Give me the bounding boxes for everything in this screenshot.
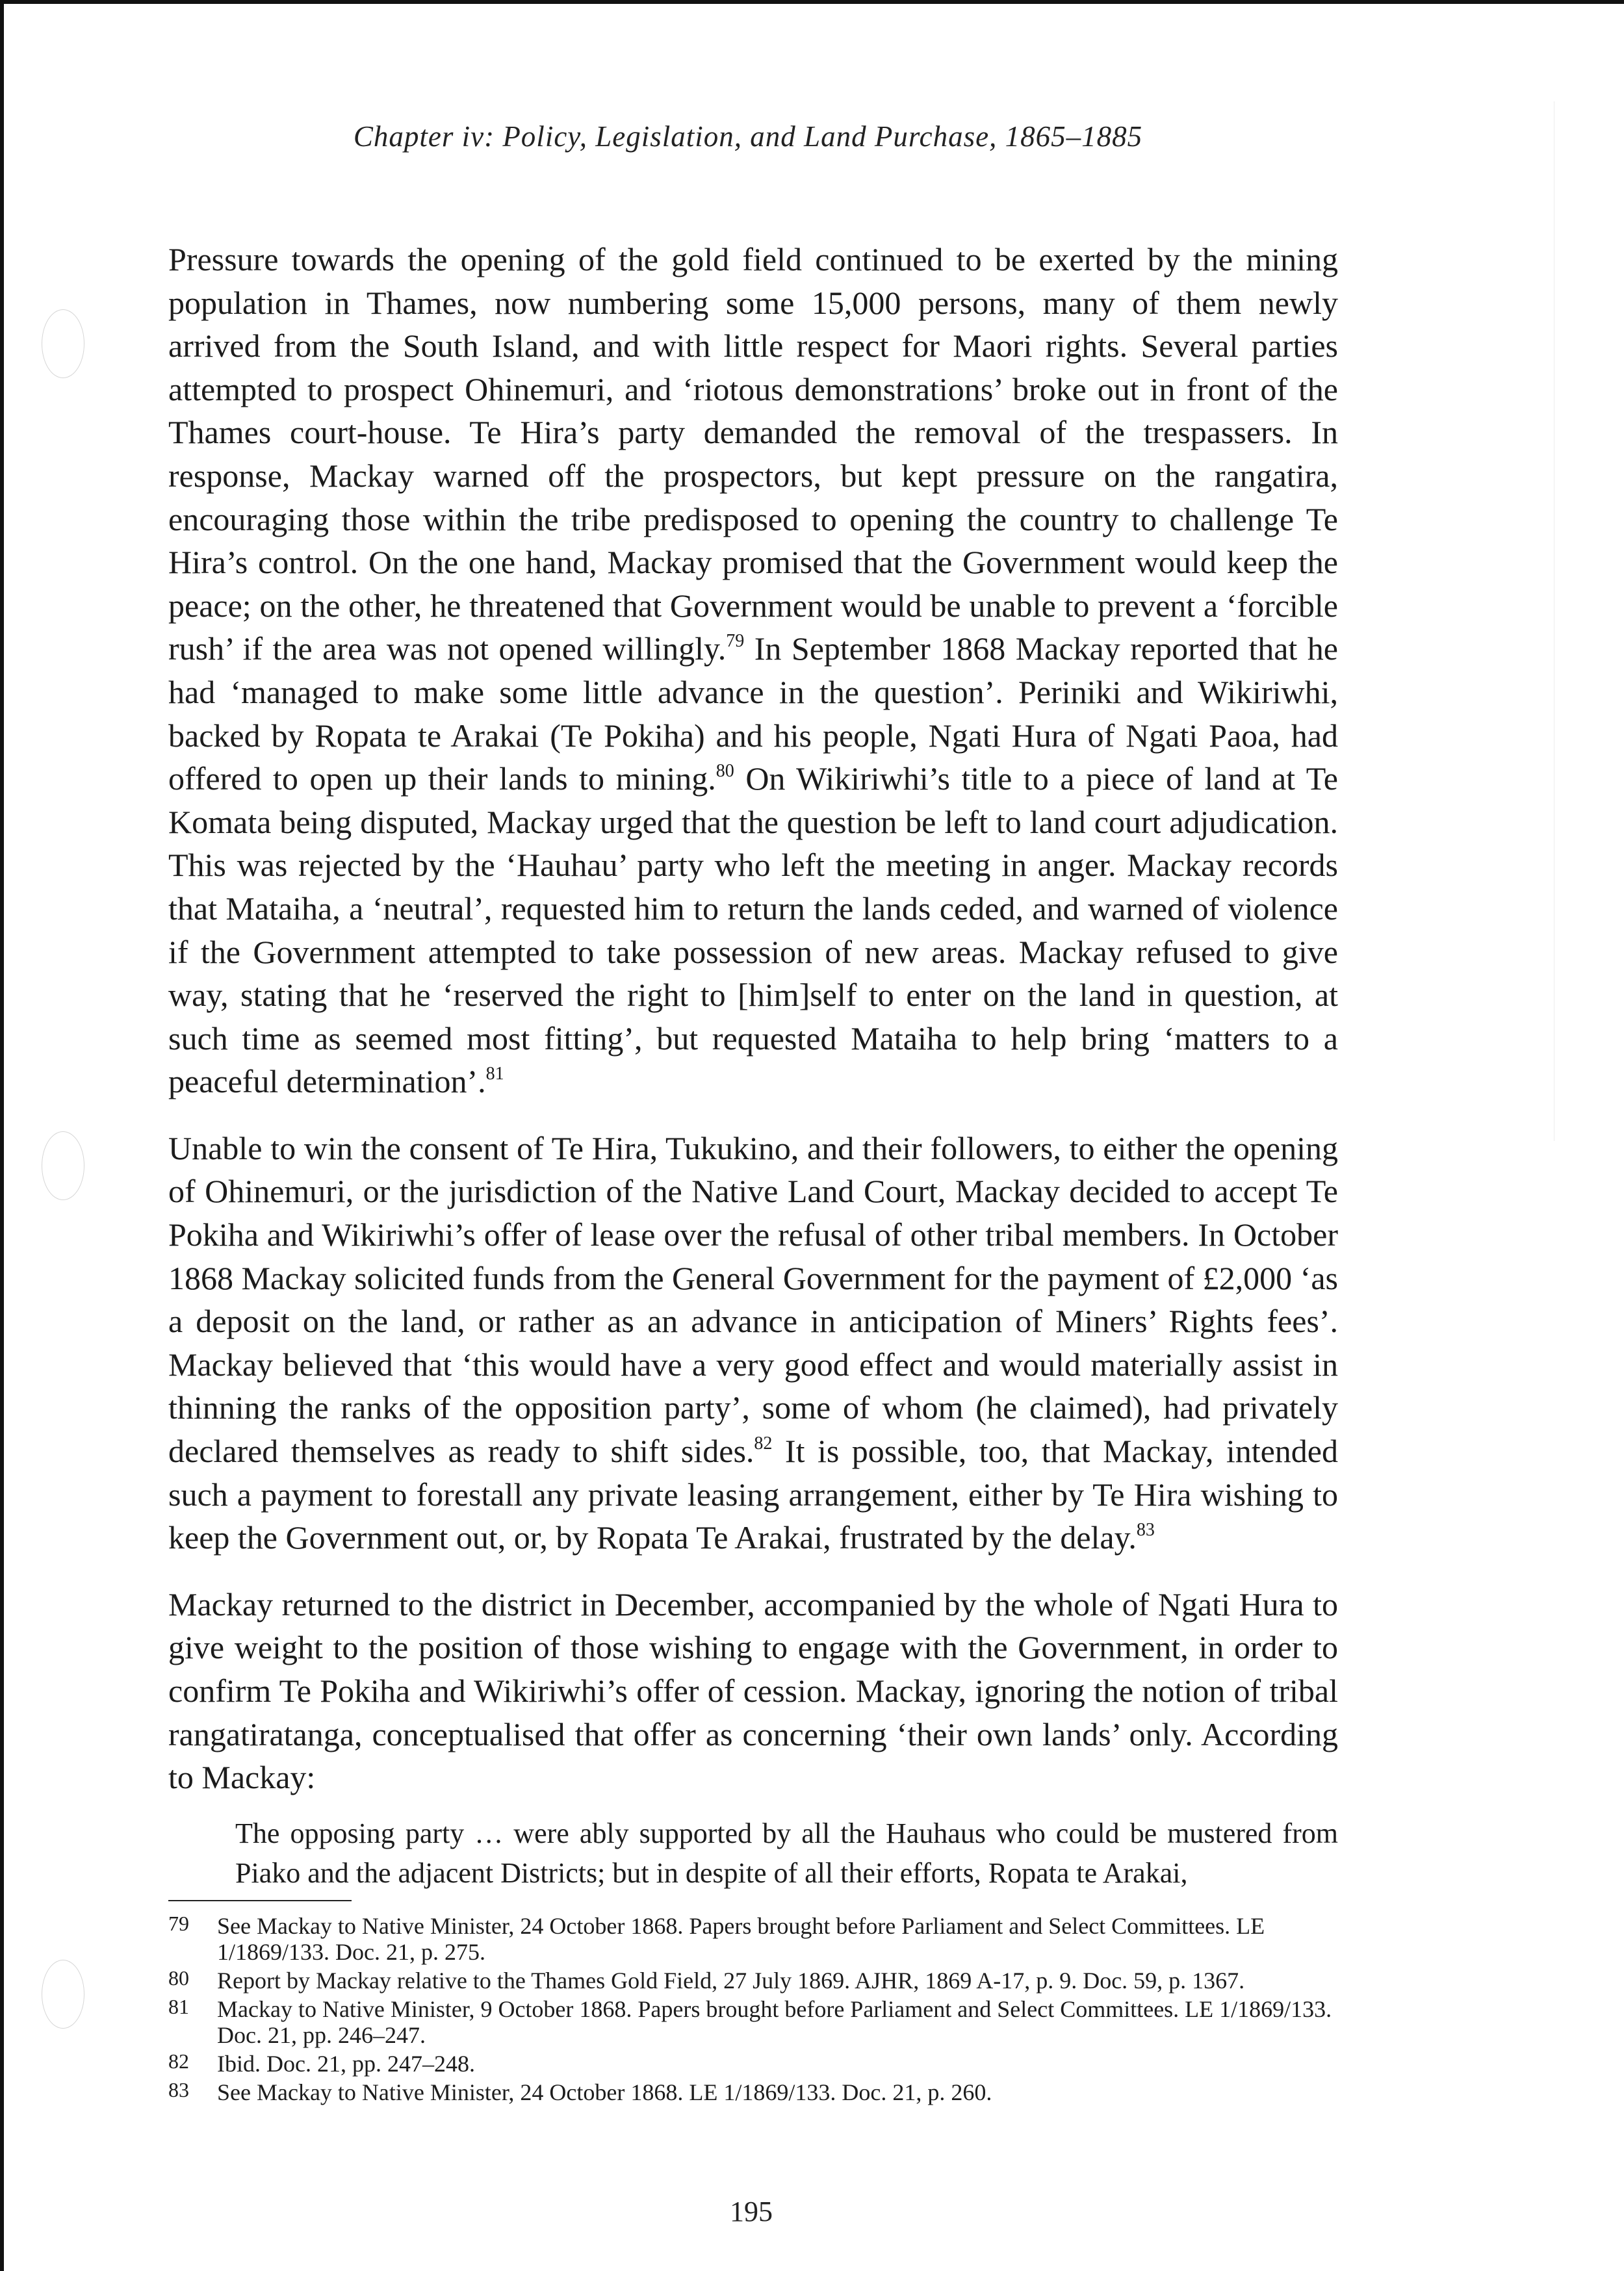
punch-hole-top <box>42 309 84 378</box>
block-quote: The opposing party … were ably supported by all the Hauhaus who could be mustered from Piako and the adjacent Districts; but in despite of all their efforts, Ropata te Arakai, <box>235 1817 1338 1889</box>
footnote-ref-83[interactable]: 83 <box>1136 1520 1155 1541</box>
footnote-number: 83 <box>168 2078 189 2101</box>
footnote-text: Report by Mackay relative to the Thames Gold Field, 27 July 1869. AJHR, 1869 A-17, p. 9. Doc. 59, p. 1367. <box>217 1968 1245 1994</box>
paragraph-2-part-1: Unable to win the consent of Te Hira, Tukukino, and their followers, to either the opening of Ohinemuri, or the jurisdiction of the Native Land Court, Mackay decided to accept Te Pokiha and Wikiriwhi’s offer of lease over the refusal of other tribal members. In October 1868 Mackay solicited funds from the General Government for the payment of £2,000 ‘as a deposit on the land, or rather as an advance in anticipation of Miners’ Rights fees’. Mackay believed that ‘this would have a very good effect and would materially assist in thinning the ranks of the opposition party’, some of whom (he claimed), had privately declared themselves as ready to shift sides. <box>168 1129 1338 1470</box>
footnote <box>168 2051 1351 2077</box>
footnotes <box>168 1913 1351 2108</box>
footnote-text: See Mackay to Native Minister, 24 October 1868. Papers brought before Parliament and Select Committees. LE 1/1869/133. Doc. 21, p. 275. <box>217 1913 1265 1965</box>
footnote-text: Mackay to Native Minister, 9 October 1868. Papers brought before Parliament and Select Committees. LE 1/1869/133. Doc. 21, pp. 246–247. <box>217 1996 1332 2048</box>
paragraph-1-part-1: Pressure towards the opening of the gold field continued to be exerted by the mining population in Thames, now numbering some 15,000 persons, many of them newly arrived from the South Island, and with little respect for Maori rights. Several parties attempted to prospect Ohinemuri, and ‘riotous demonstrations’ broke out in front of the Thames court-house. Te Hira’s party demanded the removal of the trespassers. In response, Mackay warned off the prospectors, but kept pressure on the rangatira, encouraging those within the tribe predisposed to opening the country to challenge Te Hira’s control. On the one hand, Mackay promised that the Government would keep the peace; on the other, he threatened that Government would be unable to prevent a ‘forcible rush’ if the area was not opened willingly. <box>168 241 1338 667</box>
footnote-number: 80 <box>168 1966 189 1990</box>
punch-hole-middle <box>42 1131 84 1200</box>
paragraph-1-part-3: On Wikiriwhi’s title to a piece of land at Te Komata being disputed, Mackay urged that the question be left to land court adjudication. This was rejected by the ‘Hauhau’ party who left the meeting in anger. Mackay records that Mataiha, a ‘neutral’, requested him to return the lands ceded, and warned of violence if the Government attempted to take possession of new areas. Mackay refused to give way, stating that he ‘reserved the right to [him]self to enter on the land in question, at such time as seemed most fitting’, but requested Mataiha to help bring ‘matters to a peaceful determination’. <box>168 760 1338 1100</box>
paragraph-2 <box>168 1127 1338 1559</box>
footnote-text: See Mackay to Native Minister, 24 October 1868. LE 1/1869/133. Doc. 21, p. 260. <box>217 2079 992 2105</box>
footnote-number: 82 <box>168 2049 189 2073</box>
footnote-ref-79[interactable]: 79 <box>726 631 745 652</box>
footnote-number: 79 <box>168 1912 189 1935</box>
paragraph-1-part-2: In September 1868 Mackay reported that he had ‘managed to make some little advance in the question’. Periniki and Wikiriwhi, backed by Ropata te Arakai (Te Pokiha) and his people, Ngati Hura of Ngati Paoa, had offered to open up their lands to mining. <box>168 630 1338 797</box>
body-text <box>168 238 1338 1893</box>
paragraph-1 <box>168 238 1338 1103</box>
paragraph-3: Mackay returned to the district in December, accompanied by the whole of Ngati Hura to give weight to the position of those wishing to engage with the Government, in order to confirm Te Pokiha and Wikiriwhi’s offer of cession. Mackay, ignoring the notion of tribal rangatiratanga, conceptualised that offer as concerning ‘their own lands’ only. According to Mackay: <box>168 1585 1338 1796</box>
footnote <box>168 2079 1351 2105</box>
punch-hole-bottom <box>42 1960 84 2029</box>
page-number: 195 <box>730 2196 773 2227</box>
footnote <box>168 1913 1351 1965</box>
footnote-ref-81[interactable]: 81 <box>485 1064 504 1084</box>
footnote-ref-80[interactable]: 80 <box>715 761 734 782</box>
footnote-text: Ibid. Doc. 21, pp. 247–248. <box>217 2051 475 2077</box>
footnote-number: 81 <box>168 1995 189 2018</box>
footnote <box>168 1968 1351 1994</box>
footnote <box>168 1996 1351 2048</box>
running-head: Chapter iv: Policy, Legislation, and Land Purchase, 1865–1885 <box>353 120 1143 153</box>
footnote-rule <box>168 1900 352 1901</box>
paragraph-2-part-2: It is possible, too, that Mackay, intended such a payment to forestall any private leasing arrangement, either by Te Hira wishing to keep the Government out, or, by Ropata Te Arakai, frustrated by the delay. <box>168 1433 1338 1556</box>
footnote-ref-82[interactable]: 82 <box>754 1433 773 1454</box>
